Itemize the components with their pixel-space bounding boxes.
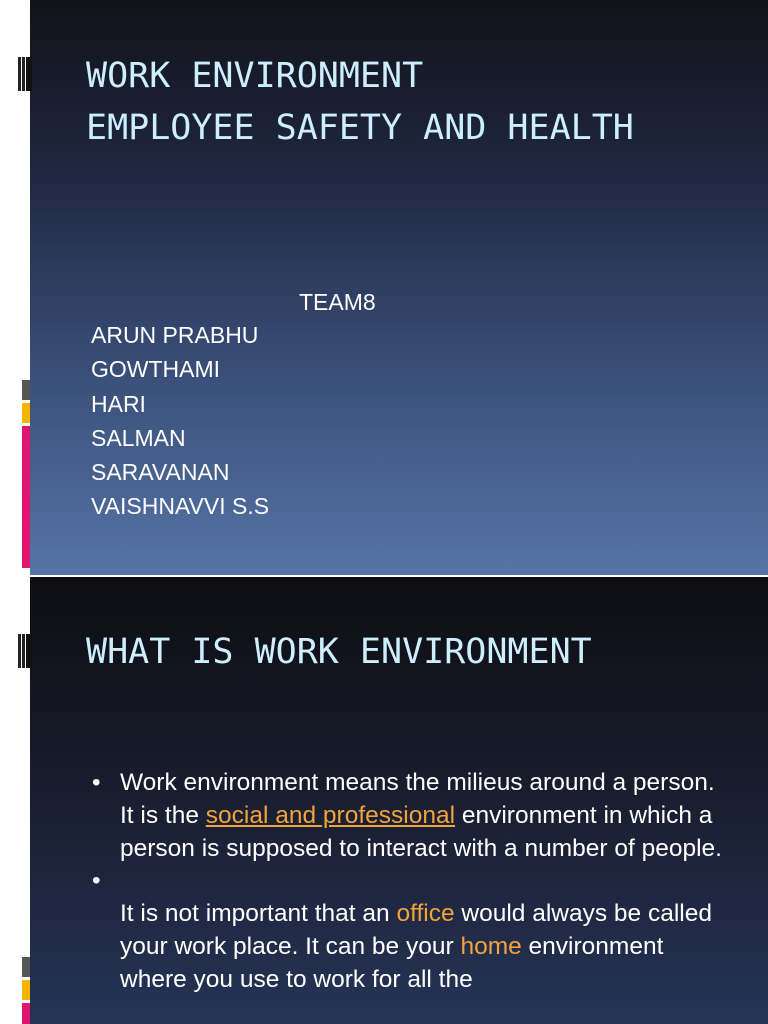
content-slide [0,577,768,1024]
team-member: ARUN PRABHU [91,322,259,348]
bullet-item [92,865,722,996]
team-member: SALMAN [91,424,186,451]
slide-title-line1: WORK ENVIRONMENT [86,56,424,96]
slide-edge-decoration [18,57,32,91]
team-member-list [91,318,269,524]
slide-title-line2: EMPLOYEE SAFETY AND HEALTH [86,108,634,148]
bullet-text: environment where you use to work for all the [120,932,664,993]
team-member: GOWTHAMI [91,356,221,383]
bullet-icon: • [92,769,101,796]
bullet-list [92,767,722,997]
team-member: SARAVANAN [91,459,230,486]
bullet-icon: • [92,867,101,895]
bullet-item [92,767,722,865]
bullet-text: environment in which a person is supposed to interact with a number of people. [120,801,722,862]
social-professional-link[interactable]: social and professional [205,801,456,829]
team-member: VAISHNAVVI S.S [91,493,270,520]
office-highlight: office [396,900,455,928]
bullet-text: Work environment means the milieus around a person. It is the [120,769,715,829]
color-accent-bar [22,380,30,568]
team-label: TEAM8 [299,289,376,315]
color-accent-bar [22,957,30,1024]
slide-edge-decoration [18,634,32,668]
home-highlight: home [460,932,522,960]
bullet-text: It is not important that an [120,900,397,928]
slide-title: WHAT IS WORK ENVIRONMENT [86,632,592,672]
team-member: HARI [91,390,146,417]
bullet-text: would always be called your work place. It can be your [120,900,712,960]
